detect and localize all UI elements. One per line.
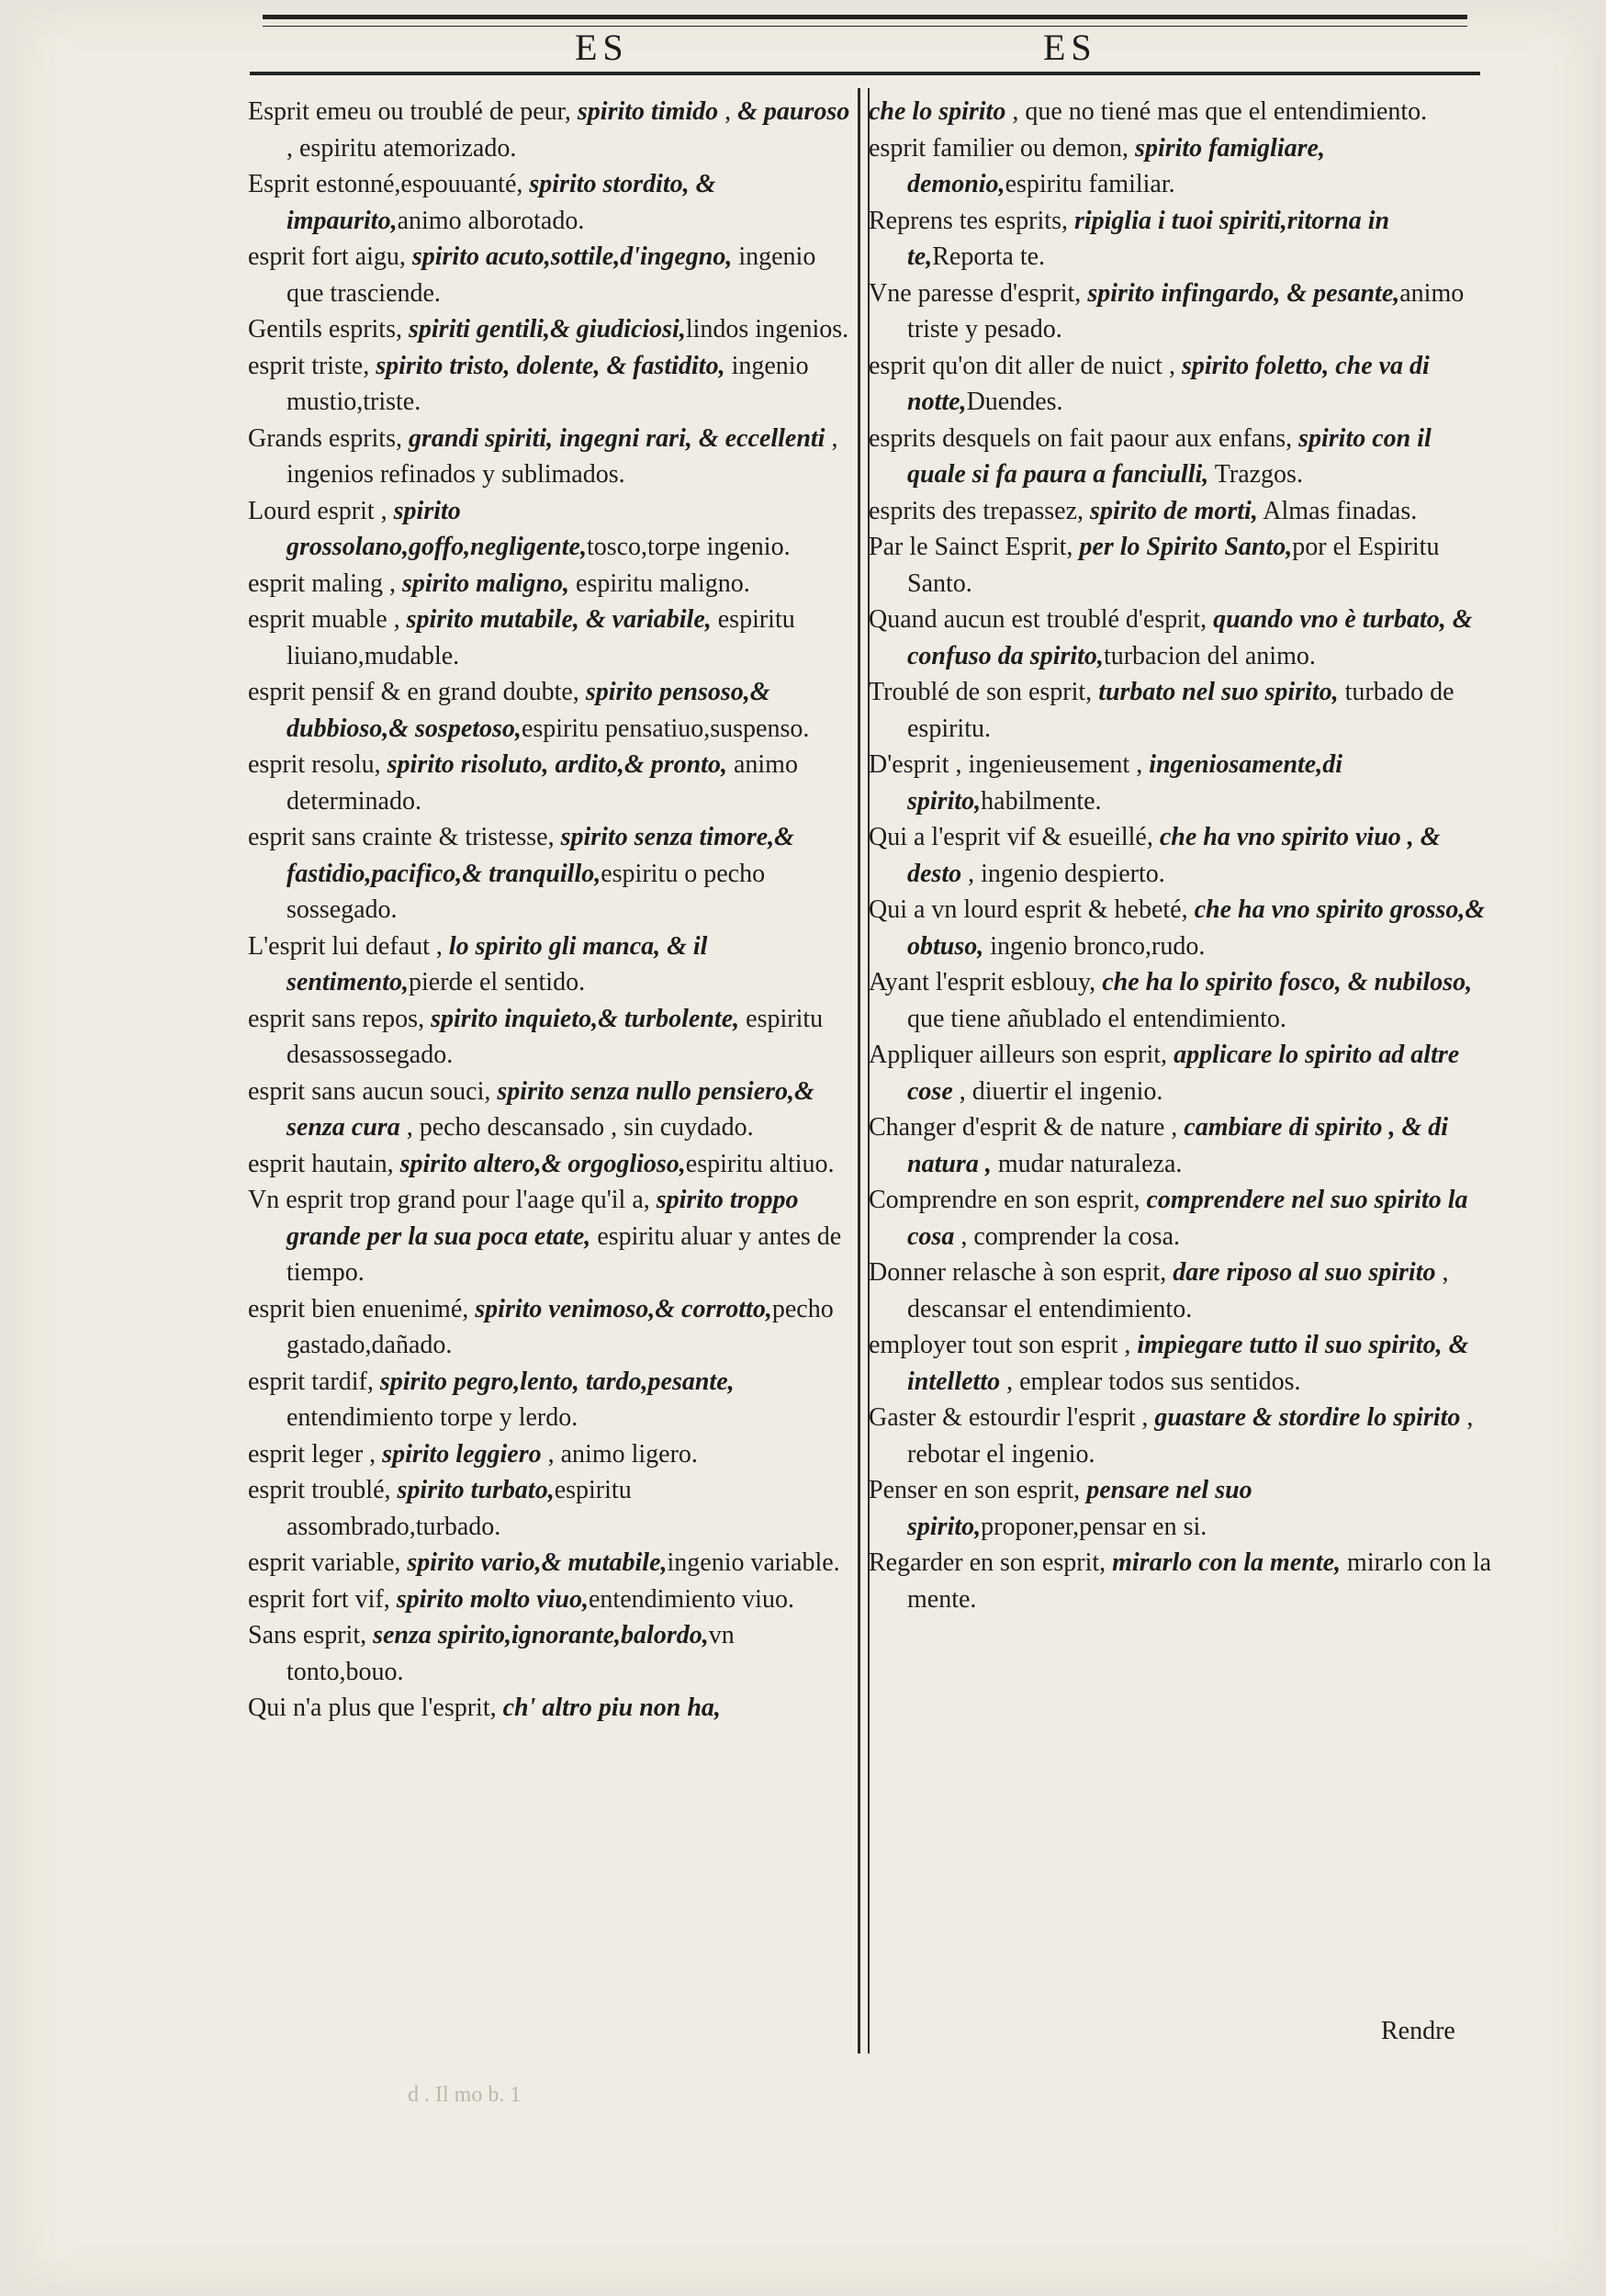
dictionary-entry [248, 566, 850, 602]
entry-text: Appliquer ailleurs son esprit, [869, 1041, 1174, 1069]
dictionary-entry [869, 1327, 1493, 1400]
dictionary-entry [248, 1472, 850, 1545]
entry-text: Vne paresse d'esprit, [869, 278, 1088, 308]
entry-text: Donner relasche à son esprit, [869, 1258, 1174, 1287]
italian-gloss: spirito de morti, [1090, 496, 1258, 525]
entry-text: esprit fort vif, [248, 1584, 397, 1614]
entry-text: espiritu pensatiuo,suspenso. [521, 714, 810, 743]
italian-gloss: quando vno è turbato, & confuso da spirito, [907, 605, 1473, 670]
entry-text: espiritu desassossegado. [286, 1004, 824, 1069]
entry-text: pecho gastado,dañado. [286, 1294, 834, 1359]
entry-text: esprit sans crainte & tristesse, [248, 823, 561, 851]
dictionary-entry [869, 602, 1493, 674]
italian-gloss: spirito grossolano,goffo,negligente, [286, 496, 587, 561]
entry-text: espiritu altiuo. [685, 1149, 835, 1178]
entry-text: ingenio que trasciende. [286, 242, 816, 308]
dictionary-entry [248, 94, 850, 166]
italian-gloss: spirito senza timore,& fastidio,pacifico,& tranquillo, [286, 823, 794, 888]
dictionary-entry [869, 1400, 1493, 1472]
entry-text: Comprendre en son esprit, [869, 1186, 1147, 1214]
dictionary-entry [248, 1001, 850, 1074]
entry-text: tosco,torpe ingenio. [586, 533, 791, 561]
entry-text: employer tout son esprit , [869, 1331, 1138, 1359]
entry-text: esprit pensif & en grand doubte, [248, 678, 586, 706]
entry-text: esprit qu'on dit aller de nuict , [869, 351, 1182, 380]
italian-gloss: che ha lo spirito fosco, & nubiloso, [1102, 968, 1473, 996]
dictionary-entry [248, 166, 850, 239]
entry-text: Gaster & estourdir l'esprit , [869, 1403, 1155, 1432]
italian-gloss: spirito altero,& orgoglioso, [399, 1149, 686, 1178]
entry-text: Reprens tes esprits, [869, 206, 1074, 235]
entry-text: espiritu maligno. [569, 568, 750, 598]
entry-text: , [718, 97, 738, 126]
entry-text: , diuertir el ingenio. [952, 1076, 1163, 1106]
entry-text: , espiritu atemorizado. [286, 133, 517, 163]
entry-text: entendimiento viuo. [589, 1584, 794, 1614]
italian-gloss: spirito inquieto,& turbolente, [431, 1004, 740, 1033]
italian-gloss: spirito con il quale si fa paura a fanciulli, [907, 423, 1432, 489]
entry-text: esprit resolu, [248, 750, 387, 779]
entry-text: espiritu liuiano,mudable. [286, 605, 795, 670]
dictionary-entry [869, 203, 1493, 276]
right-column [869, 94, 1493, 1617]
entry-text: Changer d'esprit & de nature , [869, 1113, 1185, 1142]
entry-text: que tiene añublado el entendimiento. [907, 1004, 1286, 1033]
entry-text: Qui a l'esprit vif & esueillé, [869, 823, 1160, 851]
italian-gloss: ripiglia i tuoi spiriti,ritorna in te, [907, 206, 1390, 271]
entry-text: , rebotar el ingenio. [907, 1403, 1474, 1469]
dictionary-entry [248, 239, 850, 311]
italian-gloss: applicare lo spirito ad altre cose [907, 1041, 1460, 1106]
entry-text: esprits desquels on fait paour aux enfans, [869, 423, 1299, 453]
entry-text: esprit familier ou demon, [869, 133, 1136, 163]
entry-text: Lourd esprit , [248, 496, 394, 525]
dictionary-entry [869, 892, 1493, 964]
italian-gloss: dare riposo al suo spirito [1173, 1258, 1436, 1287]
dictionary-entry [248, 1617, 850, 1690]
header-rule-thick [263, 15, 1467, 19]
italian-gloss: spirito risoluto, ardito,& pronto, [387, 750, 727, 779]
entry-text: pierde el sentido. [409, 968, 586, 996]
entry-text: esprit sans aucun souci, [248, 1076, 498, 1106]
entry-text: proponer,pensar en si. [981, 1512, 1207, 1541]
dictionary-entry [248, 311, 850, 348]
italian-gloss: spirito tristo, dolente, & fastidito, [376, 351, 725, 380]
entry-text: esprit triste, [248, 351, 376, 380]
entry-text: , emplear todos sus sentidos. [1000, 1367, 1301, 1396]
column-divider [858, 88, 860, 2054]
entry-text: lindos ingenios. [685, 315, 849, 343]
entry-text: espiritu o pecho sossegado. [286, 859, 766, 924]
entry-text: D'esprit , ingenieusement , [869, 750, 1150, 779]
dictionary-entry [248, 1074, 850, 1146]
italian-gloss: ch' altro piu non ha, [502, 1694, 721, 1722]
dictionary-entry [869, 276, 1493, 348]
entry-text: Qui n'a plus que l'esprit, [248, 1694, 503, 1722]
italian-gloss: spirito senza nullo pensiero,& senza cura [286, 1076, 814, 1142]
dictionary-entry [248, 819, 850, 929]
italian-gloss: mirarlo con la mente, [1112, 1548, 1342, 1577]
entry-text: , que no tiené mas que el entendimiento. [1005, 97, 1428, 126]
italian-gloss: comprendere nel suo spirito la cosa [907, 1186, 1468, 1251]
header-rule-lower [250, 72, 1480, 75]
entry-text: mirarlo con la mente. [907, 1548, 1492, 1614]
entry-text: turbado de espiritu. [907, 678, 1454, 743]
italian-gloss: cambiare di spirito , & di natura , [907, 1113, 1449, 1178]
italian-gloss: spirito pensoso,& dubbioso,& sospetoso, [286, 678, 770, 743]
italian-gloss: che lo spirito [869, 97, 1006, 126]
entry-text: esprit hautain, [248, 1149, 400, 1178]
italian-gloss: impaurito, [286, 206, 398, 235]
dictionary-entry [869, 348, 1493, 421]
entry-text: esprit bien enuenimé, [248, 1294, 476, 1323]
dictionary-entry [869, 747, 1493, 819]
dictionary-entry [869, 1182, 1493, 1255]
entry-text: Esprit estonné,espouuanté, [248, 170, 530, 198]
italian-gloss: spirito acuto,sottile,d'ingegno, [411, 242, 733, 271]
header-rule-thin [263, 26, 1467, 27]
dictionary-entry [248, 1291, 850, 1364]
entry-text: Reporta te. [932, 242, 1046, 271]
italian-gloss: senza spirito,ignorante,balordo, [373, 1621, 709, 1649]
entry-text: vn tonto,bouo. [286, 1621, 735, 1686]
italian-gloss: che ha vno spirito grosso,& obtuso, [907, 895, 1486, 961]
dictionary-entry [248, 1690, 850, 1727]
entry-text: Vn esprit trop grand pour l'aage qu'il a, [248, 1186, 657, 1214]
italian-gloss: spirito famigliare, demonio, [907, 133, 1325, 198]
running-head-right: ES [1043, 27, 1097, 68]
entry-text: Quand aucun est troublé d'esprit, [869, 605, 1214, 634]
dictionary-entry [248, 674, 850, 747]
italian-gloss: spirito turbato, [397, 1476, 555, 1504]
italian-gloss: spirito venimoso,& corrotto, [475, 1294, 772, 1323]
dictionary-entry [248, 929, 850, 1001]
dictionary-entry [248, 747, 850, 819]
entry-text: Esprit emeu ou troublé de peur, [248, 97, 578, 126]
entry-text: esprit sans repos, [248, 1004, 432, 1033]
entry-text: ingenio variable. [667, 1548, 840, 1577]
italian-gloss: spirito leggiero [382, 1439, 542, 1469]
entry-text: L'esprit lui defaut , [248, 931, 449, 961]
entry-text: Almas finadas. [1257, 496, 1418, 525]
italian-gloss: grandi spiriti, ingegni rari, & eccellenti [408, 423, 825, 453]
dictionary-entry [869, 1472, 1493, 1545]
italian-gloss: spirito maligno, [401, 568, 570, 598]
book-page [13, 6, 1594, 2290]
dictionary-entry [869, 421, 1493, 493]
dictionary-entry [248, 1364, 850, 1436]
entry-text: animo triste y pesado. [907, 278, 1465, 343]
entry-text: esprit tardif, [248, 1367, 380, 1396]
entry-text: Trazgos. [1208, 460, 1303, 489]
entry-text: esprit leger , [248, 1439, 383, 1469]
entry-text: animo determinado. [286, 750, 798, 816]
dictionary-entry [248, 1182, 850, 1291]
italian-gloss: guastare & stordire lo spirito [1154, 1403, 1461, 1432]
entry-text: esprit troublé, [248, 1476, 398, 1504]
dictionary-entry [869, 674, 1493, 747]
dictionary-entry [248, 1545, 850, 1581]
entry-text: Duendes. [966, 388, 1063, 416]
dictionary-entry [248, 602, 850, 674]
italian-gloss: spirito infingardo, & pesante, [1087, 278, 1400, 308]
entry-text: esprit muable , [248, 605, 407, 634]
running-head-left: ES [575, 27, 629, 68]
italian-gloss: lo spirito gli manca, & il sentimento, [286, 931, 708, 996]
entry-text: Par le Sainct Esprit, [869, 533, 1080, 561]
entry-text: esprit fort aigu, [248, 242, 412, 271]
dictionary-entry [869, 1109, 1493, 1182]
entry-text: espiritu assombrado,turbado. [286, 1476, 632, 1541]
dictionary-entry [869, 1255, 1493, 1327]
dictionary-entry [869, 819, 1493, 892]
entry-text: Troublé de son esprit, [869, 678, 1099, 706]
entry-text: mudar naturaleza. [991, 1149, 1183, 1178]
italian-gloss: spirito molto viuo, [396, 1584, 589, 1614]
italian-gloss: spirito foletto, che va di notte, [907, 351, 1430, 416]
show-through-marks: d . Il mo b. 1 [408, 2083, 522, 2107]
dictionary-entry [869, 964, 1493, 1037]
entry-text: Gentils esprits, [248, 315, 409, 343]
dictionary-entry [869, 130, 1493, 203]
entry-text: habilmente. [981, 786, 1102, 816]
entry-text: esprits des trepassez, [869, 496, 1091, 525]
entry-text: esprit variable, [248, 1548, 408, 1577]
entry-text: ingenio mustio,triste. [286, 351, 809, 416]
entry-text: animo alborotado. [397, 206, 585, 235]
italian-gloss: spirito vario,& mutabile, [407, 1548, 668, 1577]
italian-gloss: spirito mutabile, & variabile, [406, 605, 712, 634]
entry-text: esprit maling , [248, 568, 402, 598]
dictionary-entry [248, 493, 850, 566]
entry-text: por el Espiritu Santo. [907, 533, 1440, 598]
entry-text: , pecho descansado , sin cuydado. [399, 1113, 754, 1142]
italian-gloss: ingeniosamente,di spirito, [907, 750, 1342, 816]
entry-text: , animo ligero. [541, 1439, 698, 1469]
entry-text: , descansar el entendimiento. [907, 1258, 1449, 1323]
entry-text [758, 97, 764, 126]
italian-gloss: pensare nel suo spirito, [907, 1476, 1252, 1541]
italian-gloss: impiegare tutto il suo spirito, & intelletto [907, 1331, 1469, 1396]
italian-gloss: per lo Spirito Santo, [1079, 533, 1293, 561]
italian-gloss: spiriti gentili,& giudiciosi, [409, 315, 686, 343]
entry-text: , ingenios refinados y sublimados. [286, 423, 838, 489]
entry-text: , ingenio despierto. [961, 859, 1165, 888]
left-column [248, 94, 850, 1727]
entry-text: , comprender la cosa. [954, 1221, 1180, 1251]
entry-text: Grands esprits, [248, 423, 409, 453]
dictionary-entry [869, 94, 1493, 130]
dictionary-entry [869, 529, 1493, 602]
italian-gloss: pauroso [763, 97, 850, 126]
entry-text: entendimiento torpe y lerdo. [286, 1403, 578, 1432]
entry-text: espiritu aluar y antes de tiempo. [286, 1221, 842, 1287]
italian-gloss: spirito pegro,lento, tardo,pesante, [379, 1367, 735, 1396]
entry-text: espiritu familiar. [1005, 170, 1175, 198]
entry-text: Sans esprit, [248, 1621, 374, 1649]
entry-text: ingenio bronco,rudo. [983, 931, 1206, 961]
dictionary-entry [248, 348, 850, 421]
catchword: Rendre [1381, 2017, 1455, 2045]
dictionary-entry [248, 1436, 850, 1473]
dictionary-entry [248, 1146, 850, 1183]
entry-text: Qui a vn lourd esprit & hebeté, [869, 895, 1195, 924]
dictionary-entry [248, 421, 850, 493]
dictionary-entry [869, 493, 1493, 530]
italian-gloss: spirito stordito, & [529, 170, 716, 198]
dictionary-entry [248, 1581, 850, 1618]
entry-text: turbacion del animo. [1103, 641, 1316, 670]
italian-gloss: che ha vno spirito viuo , & desto [907, 823, 1441, 888]
entry-text: Regarder en son esprit, [869, 1548, 1113, 1577]
italian-gloss: turbato nel suo spirito, [1098, 678, 1339, 706]
italian-gloss: & [737, 97, 758, 126]
entry-text: Penser en son esprit, [869, 1476, 1087, 1504]
entry-text: Ayant l'esprit esblouy, [869, 968, 1103, 996]
italian-gloss: spirito timido [577, 97, 719, 126]
dictionary-entry [869, 1545, 1493, 1617]
dictionary-entry [869, 1037, 1493, 1109]
italian-gloss: spirito troppo grande per la sua poca etate, [286, 1186, 799, 1251]
